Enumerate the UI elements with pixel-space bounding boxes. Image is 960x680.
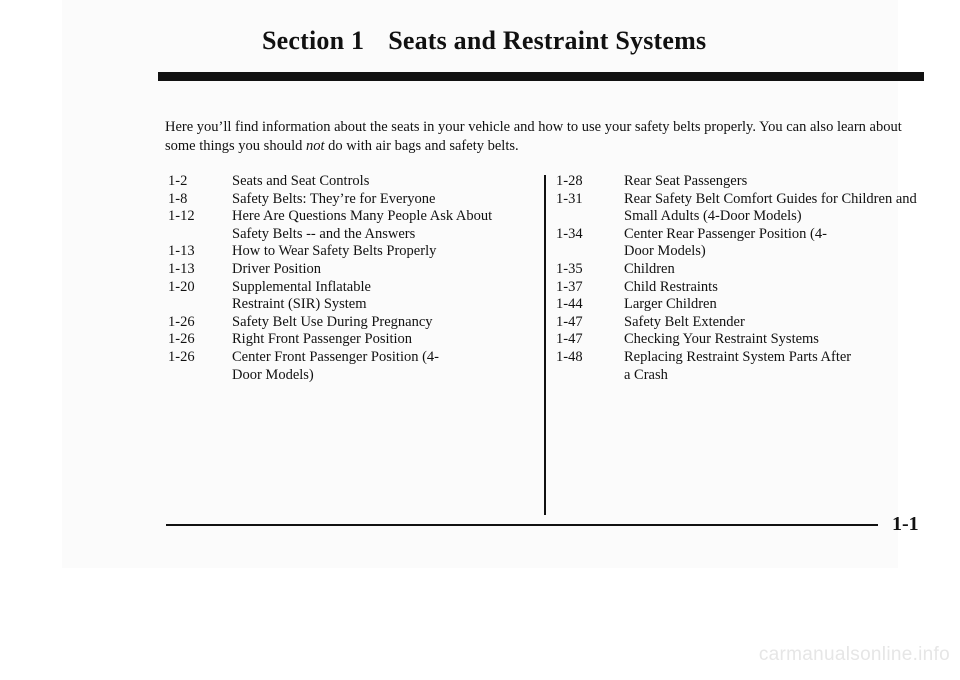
toc-page-number: 1-26	[168, 331, 195, 348]
toc-page-number: 1-26	[168, 348, 195, 365]
toc-page-number: 1-31	[556, 190, 583, 207]
toc-entry-title: Safety Belt Extender	[624, 313, 745, 330]
heading-rule	[158, 72, 924, 81]
toc-entry-title: Rear Seat Passengers	[624, 173, 748, 189]
toc-entry[interactable]	[556, 296, 934, 314]
toc-page-number: 1-44	[556, 296, 583, 313]
column-divider	[544, 175, 546, 515]
toc-entry[interactable]	[168, 314, 532, 332]
toc-entry[interactable]	[556, 349, 934, 384]
toc-entry[interactable]	[556, 261, 934, 279]
toc-entry[interactable]	[556, 279, 934, 297]
toc-entry[interactable]	[168, 279, 532, 314]
toc-entry-title: Safety Belt Use During Pregnancy	[232, 313, 433, 330]
toc-entry-title: Larger Children	[624, 296, 717, 313]
toc-page-number: 1-37	[556, 278, 583, 295]
page-number: 1-1	[892, 513, 919, 535]
toc-page-number: 1-12	[168, 208, 195, 225]
toc-page-number: 1-35	[556, 260, 583, 277]
toc-page-number: 1-13	[168, 260, 195, 277]
toc-entry[interactable]	[556, 314, 934, 332]
toc-entry-title: Driver Position	[232, 260, 322, 277]
toc-entry[interactable]	[168, 173, 532, 191]
toc-entry-title: Rear Safety Belt Comfort Guides for Children and Small Adults (4-Door Models)	[624, 190, 917, 225]
toc-entry-title: Here Are Questions Many People Ask About Safety Belts -- and the Answers	[232, 208, 493, 242]
toc-right-column	[556, 173, 934, 384]
toc-entry[interactable]	[556, 191, 934, 226]
footer-rule	[166, 524, 878, 526]
toc-entry[interactable]	[168, 191, 532, 209]
toc-page-number: 1-2	[168, 173, 188, 189]
toc-page-number: 1-34	[556, 225, 583, 242]
toc-entry-title: Supplemental Inflatable Restraint (SIR) System	[232, 278, 371, 313]
section-title: Seats and Restraint Systems	[388, 26, 707, 55]
toc-entry-title: Center Rear Passenger Position (4-Door Models)	[624, 225, 827, 260]
manual-page	[62, 0, 919, 568]
toc-entry-title: Safety Belts: They’re for Everyone	[232, 190, 436, 207]
section-heading	[262, 26, 706, 56]
toc-entry-title: Seats and Seat Controls	[232, 173, 370, 189]
toc-entry[interactable]	[168, 331, 532, 349]
intro-paragraph	[165, 118, 925, 156]
toc-left-column	[168, 173, 532, 384]
toc-entry[interactable]	[168, 349, 532, 384]
site-watermark: carmanualsonline.info	[758, 644, 950, 665]
toc-page-number: 1-8	[168, 190, 188, 207]
toc-page-number: 1-47	[556, 313, 583, 330]
toc-entry-title: Replacing Restraint System Parts After a Crash	[624, 348, 852, 383]
section-number: Section 1	[262, 26, 365, 55]
toc-entry[interactable]	[556, 331, 934, 349]
intro-emphasis: not	[305, 138, 325, 154]
toc-entry[interactable]	[556, 173, 934, 191]
toc-entry[interactable]	[556, 226, 934, 261]
toc-page-number: 1-47	[556, 331, 583, 348]
toc-entry-title: Right Front Passenger Position	[232, 331, 413, 348]
intro-text-start: Here you’ll find information about the seats in your vehicle and how to use your safety belts properly. You can also learn about some things you should	[165, 119, 902, 154]
toc-page-number: 1-13	[168, 243, 195, 260]
toc-entry-title: Center Front Passenger Position (4-Door Models)	[232, 348, 440, 383]
toc-entry-title: Children	[624, 260, 675, 277]
toc-page-number: 1-48	[556, 348, 583, 365]
toc-page-number: 1-20	[168, 278, 195, 295]
toc-page-number: 1-26	[168, 313, 195, 330]
toc-entry[interactable]	[168, 261, 532, 279]
toc-entry[interactable]	[168, 243, 532, 261]
toc-page-number: 1-28	[556, 173, 583, 189]
toc-entry-title: How to Wear Safety Belts Properly	[232, 243, 437, 260]
intro-text-end: do with air bags and safety belts.	[324, 138, 519, 154]
toc-entry[interactable]	[168, 208, 532, 243]
toc-entry-title: Checking Your Restraint Systems	[624, 331, 819, 348]
toc-entry-title: Child Restraints	[624, 278, 718, 295]
